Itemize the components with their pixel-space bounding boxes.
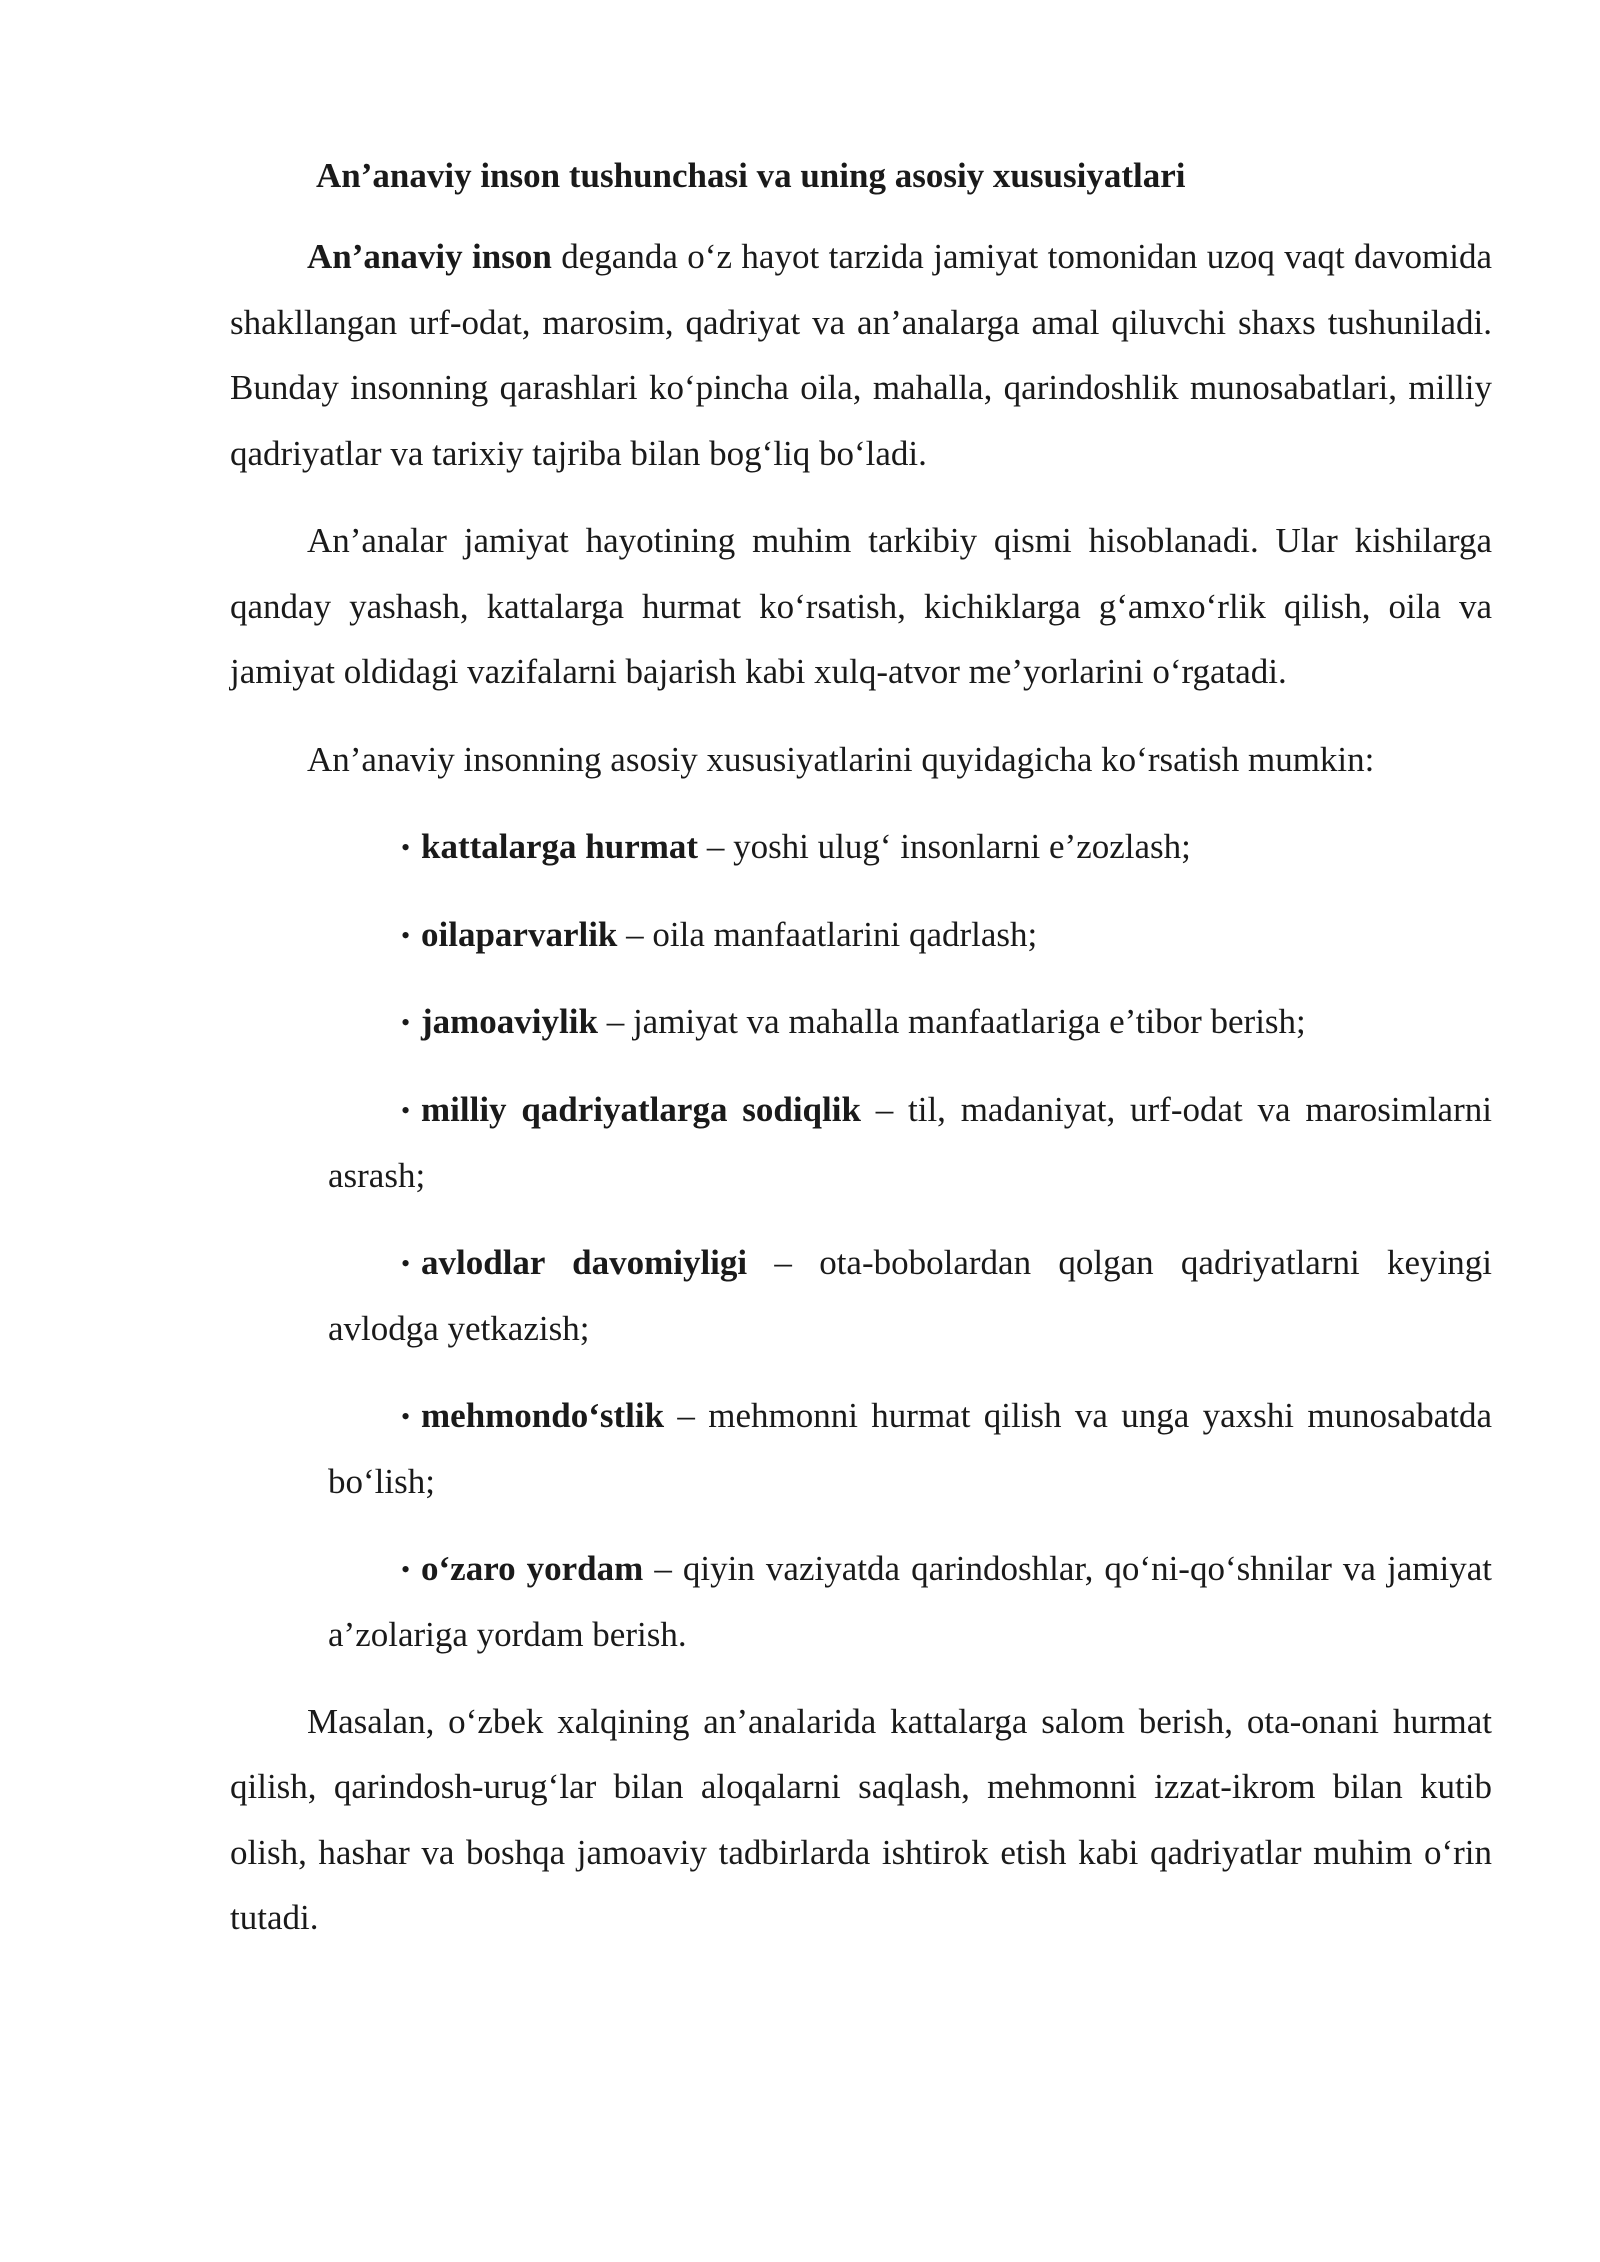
bullet-icon: • (401, 1248, 411, 1278)
list-item (328, 1536, 1492, 1668)
characteristics-list (230, 814, 1492, 1668)
document-content (230, 150, 1492, 1973)
list-item-term: oilaparvarlik (421, 914, 618, 954)
definition-text: deganda o‘z hayot tarzida jamiyat tomonidan uzoq vaqt davomida shakllangan urf-odat, marosim, qadriyat va an’analarga amal qiluvchi shaxs tushuniladi. Bunday insonning qarashlari ko‘pincha oila, mahalla, qarindoshlik munosabatlari, milliy qadriyatlar va tarixiy tajriba bilan bog‘liq bo‘ladi. (230, 237, 1492, 473)
list-item-text: – til, madaniyat, urf-odat va marosimlarni asrash; (328, 1089, 1492, 1195)
paragraph-traditions: An’analar jamiyat hayotining muhim tarkibiy qismi hisoblanadi. Ular kishilarga qanday yashash, kattalarga hurmat ko‘rsatish, kichiklarga g‘amxo‘rlik qilish, oila va jamiyat oldidagi vazifalarni bajarish kabi xulq-atvor me’yorlarini o‘rgatadi. (230, 521, 1492, 691)
definition-term: An’anaviy inson (307, 237, 552, 276)
list-item-term: kattalarga hurmat (421, 827, 699, 866)
bullet-icon: • (401, 833, 411, 862)
paragraph-intro-list: An’anaviy insonning asosiy xususiyatlarini quyidagicha ko‘rsatish mumkin: (307, 739, 1375, 779)
list-item-text: – jamiyat va mahalla manfaatlariga e’tibor berish; (597, 1002, 1306, 1041)
list-item (328, 1077, 1492, 1209)
list-item-term: milliy qadriyatlarga sodiqlik (421, 1089, 861, 1129)
bullet-icon: • (401, 1095, 411, 1125)
paragraph-definition (230, 224, 1492, 486)
list-item (328, 814, 1492, 881)
list-item (328, 1230, 1492, 1362)
list-item-text: – oila manfaatlarini qadrlash; (617, 914, 1038, 954)
list-item (328, 1383, 1492, 1515)
list-item-text: – yoshi ulug‘ insonlarni e’zozlash; (698, 827, 1191, 866)
list-item-text: – mehmonni hurmat qilish va unga yaxshi munosabatda bo‘lish; (328, 1395, 1492, 1501)
bullet-icon: • (401, 1008, 411, 1037)
list-item-text: – qiyin vaziyatda qarindoshlar, qo‘ni-qo‘shnilar va jamiyat a’zolariga yordam berish. (328, 1548, 1492, 1654)
list-item-term: avlodlar davomiyligi (421, 1242, 748, 1282)
document-title: An’anaviy inson tushunchasi va uning asosiy xususiyatlari (316, 156, 1186, 195)
list-item-term: jamoaviylik (421, 1002, 598, 1041)
bullet-icon: • (401, 1554, 411, 1584)
list-item (328, 902, 1492, 969)
bullet-icon: • (401, 920, 411, 950)
list-item-term: o‘zaro yordam (421, 1548, 644, 1588)
list-item (328, 989, 1492, 1056)
bullet-icon: • (401, 1401, 411, 1431)
list-item-text: – ota-bobolardan qolgan qadriyatlarni keyingi avlodga yetkazish; (328, 1242, 1492, 1348)
paragraph-example: Masalan, o‘zbek xalqining an’analarida kattalarga salom berish, ota-onani hurmat qilish, qarindosh-urug‘lar bilan aloqalarni saqlash, mehmonni izzat-ikrom bilan kutib olish, hashar va boshqa jamoaviy tadbirlarda ishtirok etish kabi qadriyatlar muhim o‘rin tutadi. (230, 1701, 1492, 1937)
list-item-term: mehmondo‘stlik (421, 1395, 665, 1435)
